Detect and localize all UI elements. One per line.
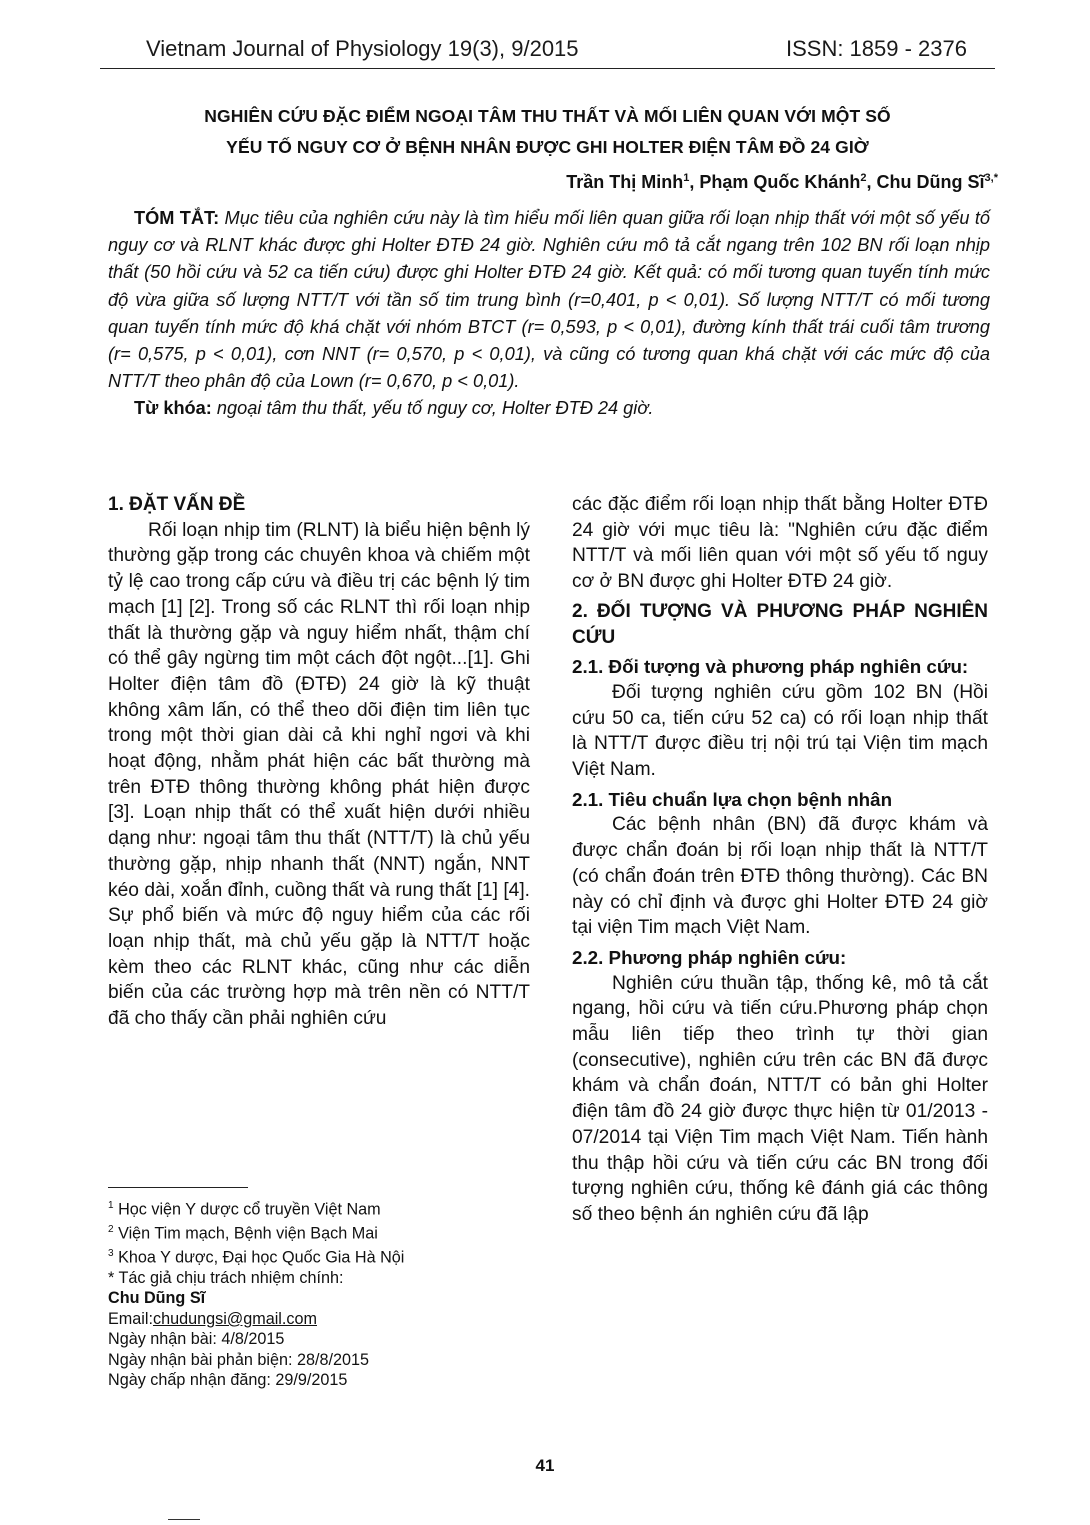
abstract: [108, 205, 990, 423]
footnote-3: $^3$ Khoa Y dược, Đại học Quốc Gia Hà Nội: [108, 1247, 405, 1267]
title-line-1: NGHIÊN CỨU ĐẶC ĐIỂM NGOẠI TÂM THU THẤT VÀ MỐI LIÊN QUAN VỚI MỘT SỐ: [204, 106, 891, 126]
corresponding-label: * Tác giả chịu trách nhiệm chính:: [108, 1268, 344, 1287]
footnote-1: $^1$ Học viện Y dược cổ truyền Việt Nam: [108, 1200, 381, 1219]
running-header: [100, 36, 995, 62]
author-list: Trần Thị Minh$^1$, Phạm Quốc Khánh$^2$, Chu Dũng $Sĩ^{3,*}$: [566, 172, 998, 192]
author-1-affiliation: 1: [683, 172, 690, 184]
section-1-text: Rối loạn nhịp tim (RLNT) là biểu hiện bệnh lý thường gặp trong các chuyên khoa và chiếm một tỷ lệ cao trong cấp cứu và điều trị các bệnh lý tim mạch [1] [2]. Trong số các RLNT thì rối loạn nhịp thất là thường gặp và nguy hiểm nhất, thậm chí có thể gây ngừng tim một cách đột ngột...[1]. Ghi Holter điện tâm đồ (ĐTĐ) 24 giờ là kỹ thuật không xâm lấn, có thể theo dõi điện tim liên tục trong một thời gian dài cả khi nghỉ ngơi và khi hoạt động, nhằm phát hiện các bất thường mà trên ĐTĐ thông thường không phát hiện được [3]. Loạn nhịp thất có thể xuất hiện dưới nhiều dạng như: ngoại tâm thu thất (NTT/T) là chủ yếu thường gặp, nhịp nhanh thất (NNT) ngắn, NNT kéo dài, xoắn đỉnh, cuồng thất và rung thất [1] [4]. Sự phổ biến và mức độ nguy hiểm của các rối loạn nhịp thất, mà chủ yếu gặp là NTT/T hoặc kèm theo các RLNT khác, cũng như các diễn biến của các trường hợp mà trên nền có NTT/T đã cho thấy cần phải nghiên cứu: [108, 519, 530, 1030]
section-2-2-heading: 2.2. Phương pháp nghiên cứu:: [572, 946, 847, 968]
title-line-2: YẾU TỐ NGUY CƠ Ở BỆNH NHÂN ĐƯỢC GHI HOLTER ĐIỆN TÂM ĐỒ 24 GIỜ: [226, 137, 869, 157]
abstract-text: Mục tiêu của nghiên cứu này là tìm hiểu mối liên quan giữa rối loạn nhịp thất với một số yếu tố nguy cơ và RLNT khác được ghi Holter ĐTĐ 24 giờ. Nghiên cứu mô tả cắt ngang trên 102 BN rối loạn nhịp thất (50 hồi cứu và 52 ca tiến cứu) được ghi Holter ĐTĐ 24 giờ. Kết quả: có mối tương quan tuyến tính mức độ vừa giữa số lượng NTT/T với tần số tim trung bình (r=0,401, p < 0,01). Số lượng NTT/T có mối tương quan tuyến tính mức độ khá chặt với nhóm BTCT (r= 0,593, p < 0,01), đường kính thất trái cuối tâm trương (r= 0,575, p < 0,01), cơn NNT (r= 0,570, p < 0,01), và cũng có tương quan khá chặt với các mức độ của NTT/T theo phân độ của Lown (r= 0,670, p < 0,01).: [108, 208, 991, 392]
author-1: Trần Thị Minh: [566, 172, 684, 192]
left-column: [108, 492, 530, 1032]
section-1-heading: 1. ĐẶT VẤN ĐỀ: [108, 494, 246, 515]
section-2-1b-text: Các bệnh nhân (BN) đã được khám và được chẩn đoán bị rối loạn nhịp thất là NTT/T (có chẩn đoán trên ĐTĐ thông thường). Các BN này có chỉ định và được ghi Holter ĐTĐ 24 giờ tại viện Tim mạch Việt Nam.: [572, 814, 988, 939]
email-link[interactable]: chudungsi@gmail.com: [152, 1309, 317, 1328]
keywords-text: ngoại tâm thu thất, yếu tố nguy cơ, Holter ĐTĐ 24 giờ.: [216, 398, 654, 419]
section-2-1b-heading: 2.1. Tiêu chuẩn lựa chọn bệnh nhân: [572, 788, 893, 810]
issn: ISSN: 1859 - 2376: [785, 36, 967, 61]
page-number: 41: [535, 1456, 555, 1475]
right-column: [572, 492, 988, 1228]
reviewed-date: Ngày nhận bài phản biện: 28/8/2015: [108, 1350, 370, 1369]
scan-mark: [168, 1519, 200, 1520]
section-2-2-text: Nghiên cứu thuần tập, thống kê, mô tả cắt ngang, hồi cứu và tiến cứu.Phương pháp chọn mẫu liên tiếp theo trình tự thời gian (consecutive), nghiên cứu trên các BN đã được khám và chẩn đoán, NTT/T có bản ghi Holter điện tâm đồ 24 giờ được thực hiện từ 01/2013 - 07/2014 tại Viện Tim mạch Việt Nam. Tiến hành thu thập hồi cứu và tiến cứu các BN trong đối tượng nghiên cứu, thống kê đánh giá các thông số theo bệnh án nghiên cứu đã lập: [572, 972, 988, 1225]
abstract-label: TÓM TẮT:: [134, 208, 220, 228]
footnote-2: $^2$ Viện Tim mạch, Bệnh viện Bạch Mai: [108, 1223, 378, 1243]
abstract-paragraph: [108, 205, 990, 395]
email-line: [108, 1309, 538, 1330]
author-2-affiliation: 2: [860, 172, 867, 184]
author-3: Chu Dũng Sĩ: [876, 172, 985, 192]
author-2: Phạm Quốc Khánh: [699, 172, 861, 192]
keywords-label: Từ khóa:: [134, 398, 212, 419]
section-2-1-heading: 2.1. Đối tượng và phương pháp nghiên cứu:: [572, 656, 969, 678]
author-3-affiliation: 3,*: [984, 172, 998, 184]
header-rule: [100, 68, 995, 69]
keywords: [134, 395, 990, 422]
section-2-1-text: Đối tượng nghiên cứu gồm 102 BN (Hồi cứu 50 ca, tiến cứu 52 ca) có rối loạn nhịp thất là NTT/T được điều trị nội trú tại Viện tim mạch Việt Nam.: [572, 681, 988, 781]
journal-name: Vietnam Journal of Physiology 19(3), 9/2015: [146, 36, 579, 61]
email-label: Email:: [108, 1309, 153, 1328]
footnotes: [108, 1196, 538, 1391]
section-2-heading: 2. ĐỐI TƯỢNG VÀ PHƯƠNG PHÁP NGHIÊN CỨU: [572, 600, 988, 648]
footnote-rule: [108, 1187, 248, 1188]
received-date: Ngày nhận bài: 4/8/2015: [108, 1330, 285, 1349]
article-title: [95, 101, 1000, 163]
corresponding-name: Chu Dũng Sĩ: [108, 1289, 206, 1308]
accepted-date: Ngày chấp nhận đăng: 29/9/2015: [108, 1371, 348, 1390]
intro-continuation: các đặc điểm rối loạn nhịp thất bằng Holter ĐTĐ 24 giờ với mục tiêu là: "Nghiên cứu đặc điểm NTT/T và mối liên quan với một số yếu tố nguy cơ ở BN được ghi Holter ĐTĐ 24 giờ.: [572, 494, 988, 593]
